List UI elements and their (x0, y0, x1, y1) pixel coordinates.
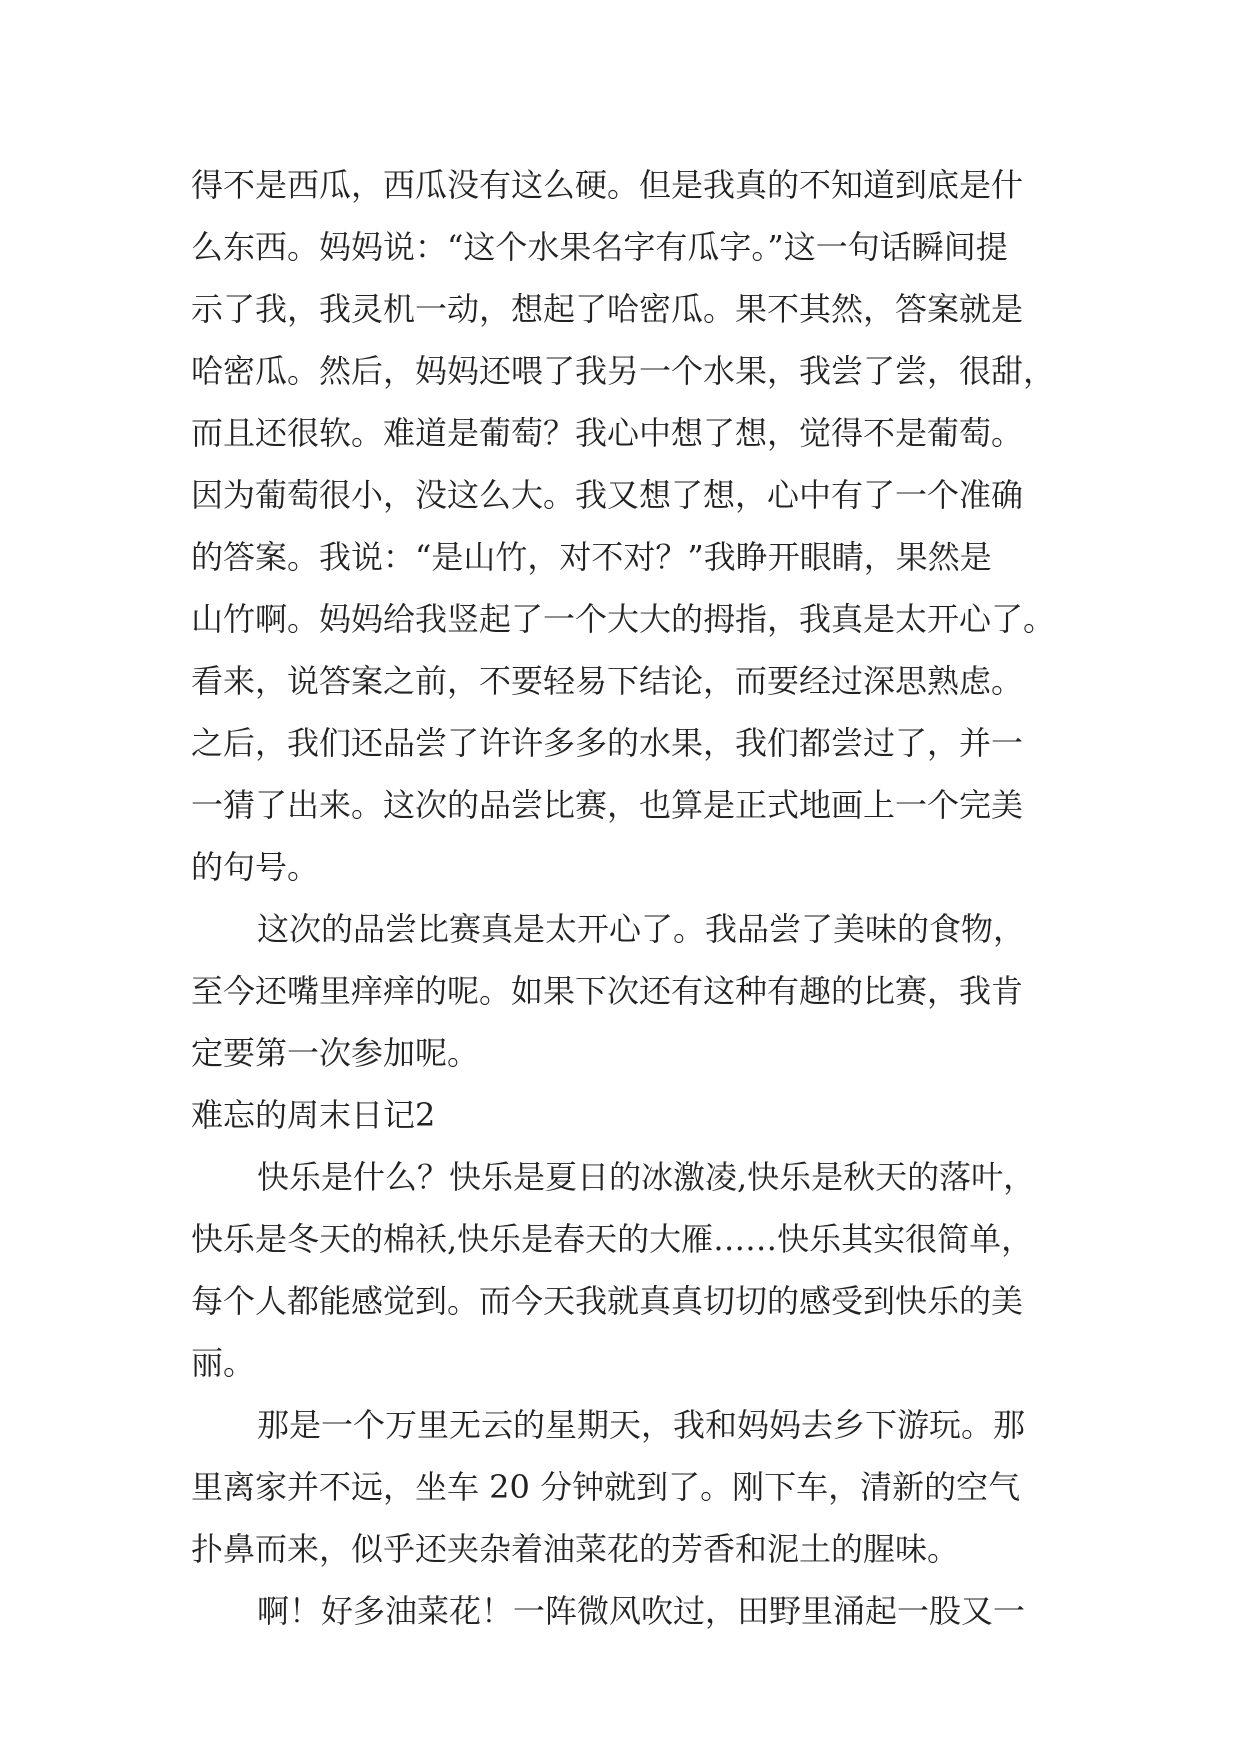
text-line: 之后，我们还品尝了许许多多的水果，我们都尝过了，并一 (191, 724, 1024, 762)
text-line: 山竹啊。妈妈给我竖起了一个大大的拇指，我真是太开心了。 (191, 600, 1056, 638)
text-line: 哈密瓜。然后，妈妈还喂了我另一个水果，我尝了尝，很甜， (191, 352, 1056, 390)
text-line: 那是一个万里无云的星期天，我和妈妈去乡下游玩。那 (257, 1406, 1026, 1444)
text-line: 啊！好多油菜花！一阵微风吹过，田野里涌起一股又一 (257, 1592, 1026, 1630)
text-line: 丽。 (191, 1344, 256, 1382)
paragraph-fruit-tasting-continued (191, 154, 1071, 898)
text-line: 快乐是什么？快乐是夏日的冰激凌,快乐是秋天的落叶， (257, 1158, 1036, 1196)
text-line: 至今还嘴里痒痒的呢。如果下次还有这种有趣的比赛，我肯 (191, 972, 1024, 1010)
text-line: 定要第一次参加呢。 (191, 1034, 480, 1072)
text-line: 一猜了出来。这次的品尝比赛，也算是正式地画上一个完美 (191, 786, 1024, 824)
paragraph-happiness (191, 1146, 1071, 1394)
paragraph-conclusion (191, 898, 1071, 1084)
section-heading: 难忘的周末日记2 (191, 1096, 436, 1134)
paragraph-rapeseed-flowers (191, 1580, 1071, 1642)
text-line: 这次的品尝比赛真是太开心了。我品尝了美味的食物， (257, 910, 1026, 948)
text-line: 扑鼻而来，似乎还夹杂着油菜花的芳香和泥土的腥味。 (191, 1530, 960, 1568)
text-line: 而且还很软。难道是葡萄？我心中想了想，觉得不是葡萄。 (191, 414, 1024, 452)
text-line: 得不是西瓜，西瓜没有这么硬。但是我真的不知道到底是什 (191, 166, 1024, 204)
text-line: 快乐是冬天的棉袄,快乐是春天的大雁……快乐其实很简单， (191, 1220, 1034, 1258)
text-line: 看来，说答案之前，不要轻易下结论，而要经过深思熟虑。 (191, 662, 1024, 700)
text-line: 因为葡萄很小，没这么大。我又想了想，心中有了一个准确 (191, 476, 1024, 514)
text-line: 里离家并不远，坐车 20 分钟就到了。刚下车，清新的空气 (191, 1468, 1021, 1506)
paragraph-sunday-trip (191, 1394, 1071, 1580)
document-body (191, 154, 1071, 1642)
text-line: 的句号。 (191, 848, 320, 886)
text-line: 示了我，我灵机一动，想起了哈密瓜。果不其然，答案就是 (191, 290, 1024, 328)
text-line: 的答案。我说：“是山竹，对不对？”我睁开眼睛，果然是 (191, 538, 992, 576)
text-line: 么东西。妈妈说：“这个水果名字有瓜字。”这一句话瞬间提 (191, 228, 1008, 266)
text-line: 每个人都能感觉到。而今天我就真真切切的感受到快乐的美 (191, 1282, 1024, 1320)
